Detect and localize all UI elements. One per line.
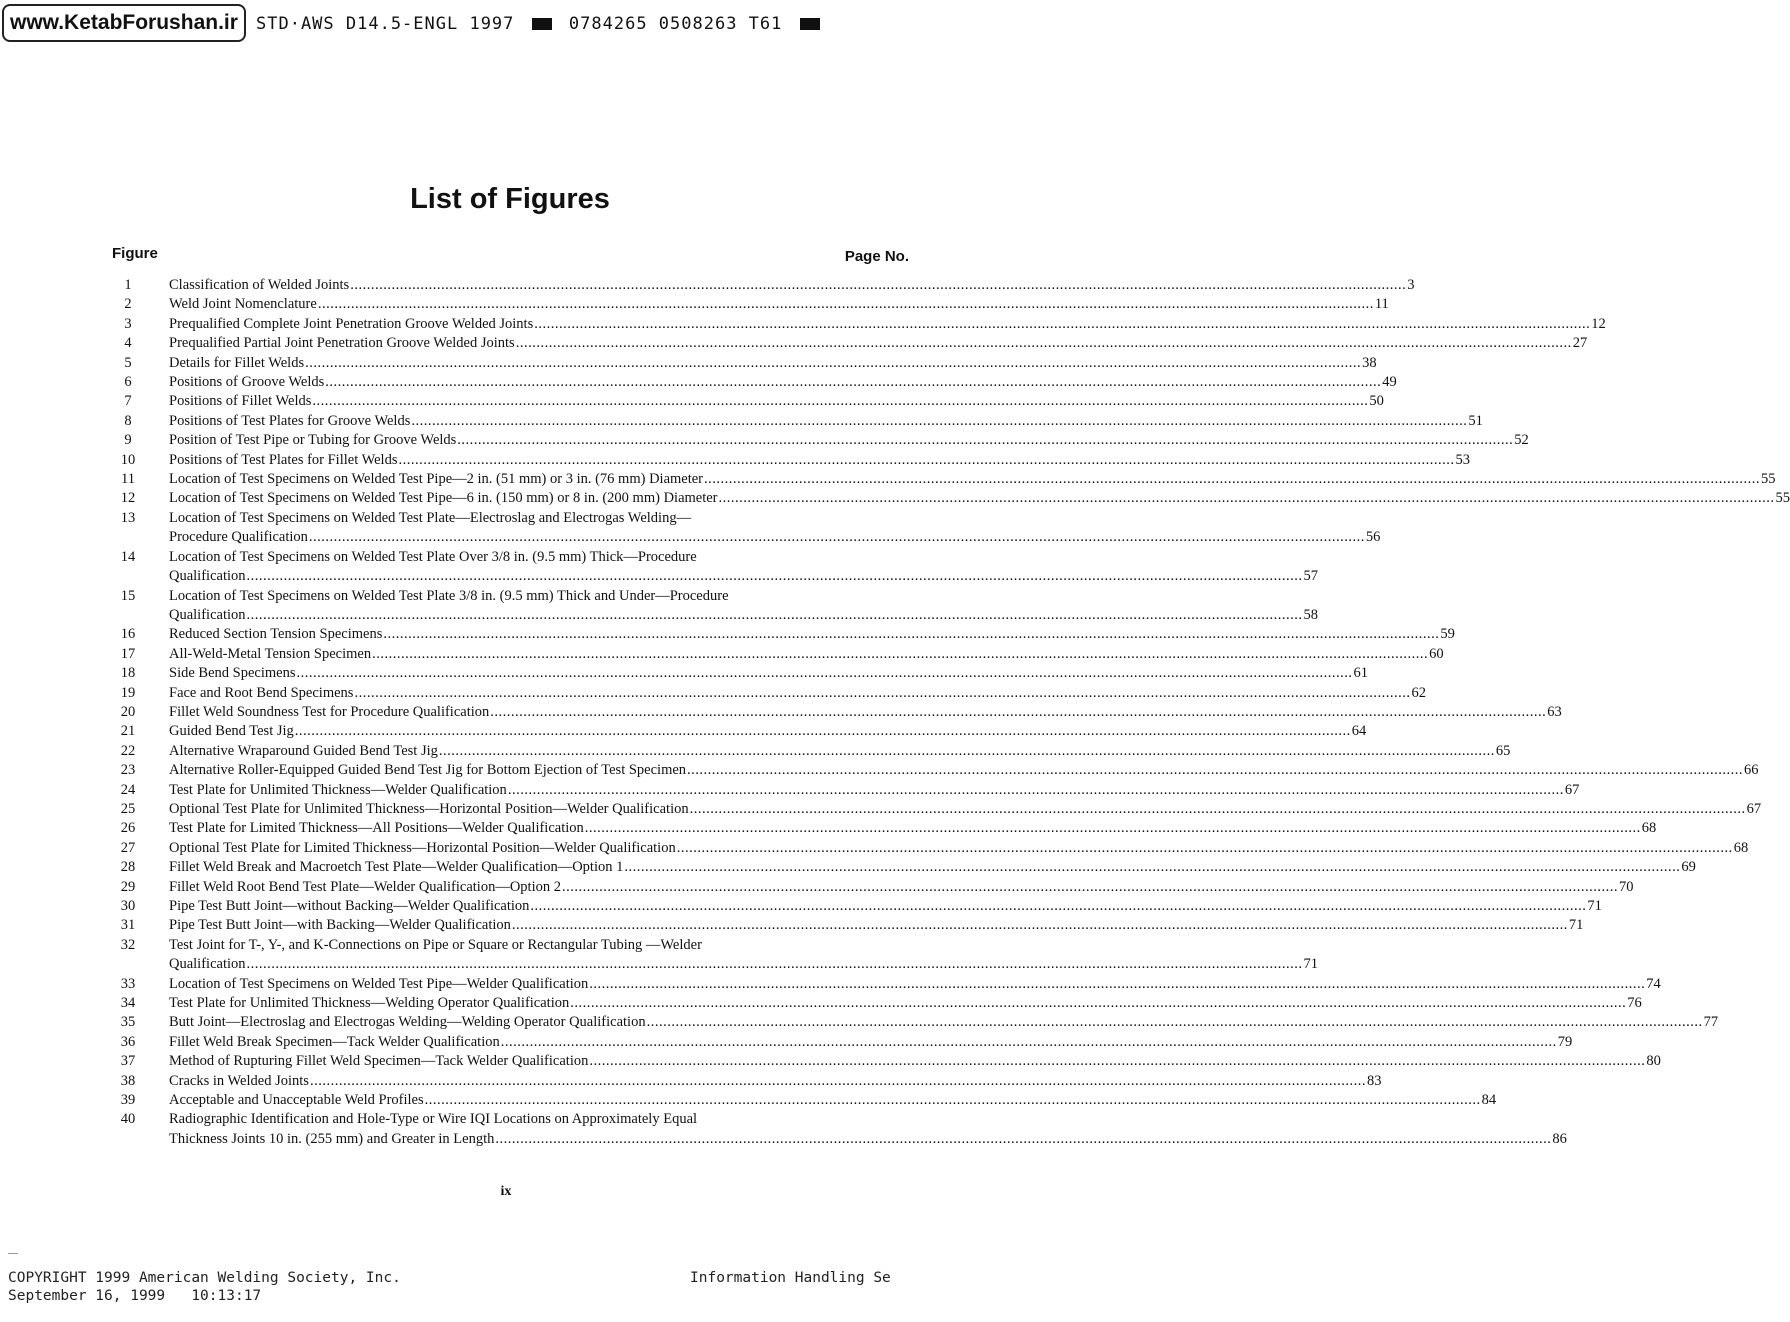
figure-column-header: Figure [112, 245, 158, 262]
figure-page: 68 [1733, 839, 1749, 856]
figure-number: 4 [124, 335, 132, 352]
figure-number: 2 [124, 296, 132, 313]
figure-number: 25 [120, 800, 136, 817]
figure-title: Positions of Test Plates for Groove Welds [169, 412, 411, 429]
figure-page: 74 [1646, 975, 1661, 992]
figure-entry [110, 936, 1319, 975]
figure-number: 28 [120, 859, 136, 876]
figure-title: Weld Joint Nomenclature [169, 296, 317, 313]
page-column-header: Page No. [844, 248, 909, 265]
figure-title: Location of Test Specimens on Welded Test Plate—Electroslag and Electrogas Welding— [169, 509, 692, 526]
footer-copyright: COPYRIGHT 1999 American Welding Society, Inc. [8, 1270, 401, 1286]
figure-title: Pipe Test Butt Joint—without Backing—Welder Qualification [169, 898, 530, 914]
figure-number: 11 [121, 471, 135, 488]
footer-left [8, 1269, 401, 1305]
figure-page: 59 [1440, 626, 1455, 643]
header-code-left: STD·AWS D14.5-ENGL 1997 [256, 14, 515, 34]
document-header-code [256, 14, 826, 34]
figure-title: Qualification [169, 568, 246, 585]
figure-page: 83 [1366, 1072, 1382, 1089]
figure-entry [110, 684, 1426, 703]
figure-page: 67 [1564, 781, 1580, 798]
page-title: List of Figures [410, 183, 610, 215]
figure-number: 19 [120, 684, 136, 701]
figure-entry [110, 645, 1444, 664]
figure-title: Reduced Section Tension Specimens [169, 626, 383, 643]
figure-title: Positions of Fillet Welds [169, 393, 312, 410]
figure-title: Positions of Test Plates for Fillet Welds [169, 451, 398, 468]
figure-entry [110, 334, 1588, 353]
figure-title: Fillet Weld Break Specimen—Tack Welder Qualification [169, 1033, 500, 1050]
figure-entry [110, 800, 1762, 819]
dot-leader [516, 334, 1572, 353]
figure-page: 51 [1468, 412, 1483, 429]
figure-page: 66 [1744, 762, 1759, 779]
figure-title: Fillet Weld Root Bend Test Plate—Welder Qualification—Option 2 [169, 878, 561, 895]
figure-number: 32 [120, 936, 136, 953]
figure-entry [110, 1052, 1661, 1071]
figure-page: 80 [1646, 1053, 1661, 1070]
figure-number: 18 [120, 665, 136, 682]
figure-title: Face and Root Bend Specimens [169, 684, 354, 701]
figure-number: 15 [120, 587, 136, 604]
figure-title: Pipe Test Butt Joint—with Backing—Welder Qualification [169, 917, 511, 934]
figure-page: 61 [1353, 665, 1368, 682]
dot-leader [677, 839, 1733, 858]
figure-page: 71 [1587, 898, 1602, 914]
figure-title: Location of Test Specimens on Welded Test Plate Over 3/8 in. (9.5 mm) Thick—Procedure [169, 548, 697, 565]
figure-title: Side Bend Specimens [169, 665, 296, 682]
figure-page: 67 [1746, 800, 1762, 817]
figure-title: Location of Test Specimens on Welded Test Pipe—Welder Qualification [169, 975, 589, 992]
figure-page: 77 [1703, 1014, 1719, 1031]
figure-entry [110, 470, 1776, 489]
figure-page: 68 [1641, 820, 1657, 837]
figure-title: Butt Joint—Electroslag and Electrogas Welding—Welding Operator Qualification [169, 1014, 646, 1031]
figure-title: Position of Test Pipe or Tubing for Groove Welds [169, 432, 457, 449]
figure-page: 56 [1365, 529, 1381, 546]
figure-number: 21 [120, 723, 136, 740]
dot-leader [383, 625, 1439, 644]
figure-entry [110, 1033, 1573, 1052]
dot-leader [704, 470, 1760, 489]
figure-entry [110, 878, 1634, 897]
figure-title: Cracks in Welded Joints [169, 1072, 309, 1089]
figure-entry [110, 1110, 1567, 1149]
figure-entry [110, 315, 1606, 334]
figure-title: Alternative Wraparound Guided Bend Test Jig [169, 742, 438, 759]
figure-entry [110, 975, 1661, 994]
dot-leader [296, 664, 1352, 683]
figure-entry [110, 839, 1749, 858]
figure-entry [110, 392, 1384, 411]
footer-date: September 16, 1999 10:13:17 [8, 1288, 262, 1304]
figure-page: 64 [1351, 723, 1367, 740]
figure-entry [110, 489, 1790, 508]
figure-title: Location of Test Specimens on Welded Test Pipe—6 in. (150 mm) or 8 in. (200 mm) Diameter [169, 490, 718, 507]
watermark-logo: www.KetabForushan.ir [2, 4, 246, 42]
dot-leader [247, 606, 1303, 625]
dot-leader [310, 1072, 1366, 1091]
dot-leader [295, 722, 1351, 741]
figure-title: Acceptable and Unacceptable Weld Profiles [169, 1092, 424, 1109]
figure-number: 22 [120, 742, 136, 759]
figure-page: 60 [1429, 645, 1444, 662]
dot-leader [490, 703, 1546, 722]
figure-number: 7 [124, 393, 132, 410]
footer-right: Information Handling Se [690, 1270, 891, 1286]
dot-leader [719, 489, 1775, 508]
figure-number: 23 [120, 762, 136, 779]
figure-page: 11 [1374, 296, 1389, 313]
figure-number: 31 [120, 917, 136, 934]
figure-title: Optional Test Plate for Limited Thickness—Horizontal Position—Welder Qualification [169, 839, 676, 856]
figure-page: 38 [1362, 354, 1377, 371]
figures-list [110, 276, 1790, 1149]
figure-entry [110, 994, 1642, 1013]
figure-title: Prequalified Complete Joint Penetration Groove Welded Joints [169, 315, 534, 332]
figure-title: Fillet Weld Break and Macroetch Test Plate—Welder Qualification—Option 1 [169, 859, 624, 876]
figure-page: 71 [1303, 956, 1319, 973]
figure-number: 30 [120, 898, 136, 914]
figure-entry [110, 354, 1377, 373]
figure-title: Method of Rupturing Fillet Weld Specimen—Tack Welder Qualification [169, 1053, 589, 1070]
figure-number: 10 [120, 451, 136, 468]
figure-page: 55 [1775, 490, 1790, 507]
dot-leader [585, 819, 1641, 838]
figure-entry [110, 451, 1470, 470]
dot-leader [318, 295, 1374, 314]
figure-number: 13 [120, 509, 136, 526]
figure-number: 17 [120, 645, 136, 662]
figure-entry [110, 1072, 1382, 1091]
figure-page: 71 [1568, 917, 1584, 934]
dot-leader [570, 994, 1626, 1013]
dot-leader [589, 1052, 1645, 1071]
figure-title: All-Weld-Metal Tension Specimen [169, 645, 372, 662]
dot-leader [562, 878, 1618, 897]
dot-leader [534, 315, 1590, 334]
figure-title: Guided Bend Test Jig [169, 723, 294, 740]
figure-number: 40 [120, 1111, 136, 1128]
footer-rule [8, 1253, 18, 1254]
figure-page: 63 [1547, 703, 1562, 720]
figure-title: Qualification [169, 606, 246, 623]
figure-entry [110, 509, 1381, 548]
figure-page: 52 [1514, 432, 1529, 449]
figure-page: 69 [1681, 859, 1696, 876]
figure-number: 8 [124, 412, 132, 429]
dot-leader [624, 858, 1680, 877]
figure-title: Qualification [169, 956, 246, 973]
figure-entry [110, 819, 1657, 838]
figure-title: Positions of Groove Welds [169, 374, 325, 391]
figure-page: 53 [1455, 451, 1470, 468]
figure-number: 20 [120, 703, 136, 720]
header-code-right: 0784265 0508263 T61 [568, 14, 783, 34]
figure-number: 34 [120, 995, 136, 1012]
figure-number: 39 [120, 1092, 136, 1109]
dot-leader [305, 354, 1361, 373]
figure-entry [110, 431, 1529, 450]
dot-leader [530, 897, 1586, 916]
figure-entry [110, 664, 1368, 683]
figure-number: 26 [120, 820, 136, 837]
figure-page: 12 [1591, 315, 1606, 332]
figure-title: Optional Test Plate for Unlimited Thickness—Horizontal Position—Welder Qualification [169, 800, 689, 817]
figure-number: 33 [120, 975, 136, 992]
figure-entry [110, 897, 1602, 916]
figure-entry [110, 1091, 1497, 1110]
figure-entry [110, 722, 1367, 741]
figure-page: 49 [1382, 374, 1397, 391]
figure-entry [110, 781, 1580, 800]
figure-page: 3 [1407, 277, 1415, 293]
dot-leader [247, 955, 1303, 974]
figure-page: 84 [1481, 1092, 1497, 1109]
dot-leader [501, 1033, 1557, 1052]
dot-leader [398, 451, 1454, 470]
dot-leader [512, 916, 1568, 935]
figure-page: 57 [1303, 568, 1319, 585]
figure-page: 50 [1369, 393, 1384, 410]
figure-page: 55 [1761, 471, 1776, 488]
figure-number: 12 [120, 490, 136, 507]
figure-title: Radiographic Identification and Hole-Type or Wire IQI Locations on Approximately Equal [169, 1111, 698, 1128]
dot-leader [312, 392, 1368, 411]
figure-number: 24 [120, 781, 136, 798]
figure-title: Test Plate for Unlimited Thickness—Welder Qualification [169, 781, 507, 798]
figure-number: 37 [120, 1053, 136, 1070]
dot-leader [411, 412, 1467, 431]
figure-number: 35 [120, 1014, 136, 1031]
figure-entry [110, 858, 1696, 877]
figure-page: 62 [1411, 684, 1426, 701]
figure-entry [110, 276, 1415, 295]
dot-leader [457, 431, 1513, 450]
figure-entry [110, 412, 1483, 431]
figure-title: Prequalified Partial Joint Penetration Groove Welded Joints [169, 335, 515, 352]
dot-leader [589, 975, 1645, 994]
dot-leader [687, 761, 1743, 780]
figure-title: Test Plate for Unlimited Thickness—Welding Operator Qualification [169, 995, 570, 1012]
figure-number: 5 [124, 354, 132, 371]
figure-title: Test Plate for Limited Thickness—All Positions—Welder Qualification [169, 820, 584, 837]
dot-leader [309, 528, 1365, 547]
dot-leader [325, 373, 1381, 392]
figure-page: 76 [1627, 995, 1642, 1012]
figure-number: 29 [120, 878, 136, 895]
barcode-block [800, 18, 820, 30]
dot-leader [495, 1130, 1551, 1149]
figure-page: 65 [1495, 742, 1511, 759]
dot-leader [425, 1091, 1481, 1110]
figure-entry [110, 1013, 1719, 1032]
dot-leader [247, 567, 1303, 586]
dot-leader [508, 781, 1564, 800]
figure-title: Alternative Roller-Equipped Guided Bend Test Jig for Bottom Ejection of Test Specimen [169, 762, 687, 779]
figure-title: Test Joint for T-, Y-, and K-Connections on Pipe or Square or Rectangular Tubing —Welder [169, 936, 702, 953]
figure-entry [110, 703, 1562, 722]
figure-title: Location of Test Specimens on Welded Test Pipe—2 in. (51 mm) or 3 in. (76 mm) Diameter [169, 471, 704, 488]
figure-title: Fillet Weld Soundness Test for Procedure Qualification [169, 703, 490, 720]
figure-title: Classification of Welded Joints [169, 277, 350, 293]
figure-number: 38 [120, 1072, 136, 1089]
dot-leader [350, 276, 1406, 295]
barcode-block [532, 18, 552, 30]
figure-page: 79 [1557, 1033, 1573, 1050]
figure-page: 70 [1619, 878, 1634, 895]
figure-entry [110, 587, 1319, 626]
dot-leader [354, 684, 1410, 703]
figure-title: Details for Fillet Welds [169, 354, 305, 371]
figure-page: 86 [1552, 1130, 1567, 1147]
figure-title: Thickness Joints 10 in. (255 mm) and Greater in Length [169, 1130, 495, 1147]
figure-number: 14 [120, 548, 136, 565]
figure-entry [110, 548, 1319, 587]
figure-number: 3 [124, 315, 132, 332]
figure-number: 6 [124, 374, 132, 391]
figure-title: Location of Test Specimens on Welded Test Plate 3/8 in. (9.5 mm) Thick and Under—Procedure [169, 587, 729, 604]
figure-entry [110, 373, 1397, 392]
page-number: ix [500, 1184, 512, 1199]
figure-title: Procedure Qualification [169, 529, 308, 546]
dot-leader [439, 742, 1495, 761]
dot-leader [690, 800, 1746, 819]
figure-entry [110, 916, 1584, 935]
figure-number: 36 [120, 1033, 136, 1050]
figure-entry [110, 742, 1511, 761]
dot-leader [372, 645, 1428, 664]
figure-entry [110, 625, 1455, 644]
figure-page: 58 [1303, 606, 1319, 623]
figure-number: 27 [120, 839, 136, 856]
figure-entry [110, 761, 1759, 780]
figure-number: 1 [124, 277, 132, 293]
figure-entry [110, 295, 1389, 314]
figure-page: 27 [1572, 335, 1588, 352]
figure-number: 16 [120, 626, 136, 643]
figure-number: 9 [124, 432, 132, 449]
dot-leader [647, 1013, 1703, 1032]
